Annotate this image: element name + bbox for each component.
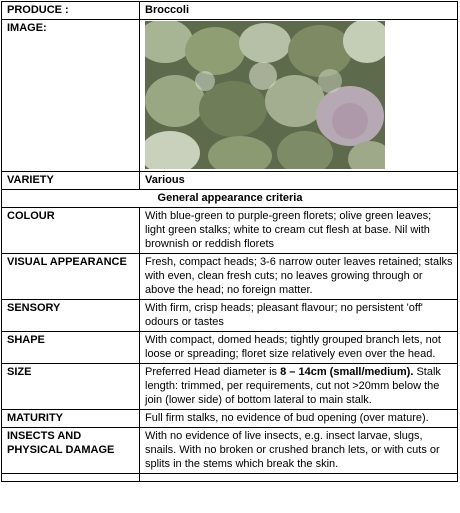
produce-label: PRODUCE : [2, 2, 140, 20]
criteria-label: VISUAL APPEARANCE [2, 254, 140, 300]
size-text-suffix: Stalk length: trimmed, per requirements, cut not >20mm below the join (lower side) of bottom lateral to main stalk. [145, 366, 441, 406]
criteria-row-sensory [2, 300, 458, 332]
criteria-text: With compact, domed heads; tightly grouped branch lets, not loose or spreading; floret size relatively even over the head. [140, 332, 458, 364]
broccoli-photo [145, 21, 385, 169]
produce-spec-table [1, 1, 458, 482]
variety-value: Various [140, 172, 458, 190]
criteria-row-colour [2, 208, 458, 254]
criteria-label: SHAPE [2, 332, 140, 364]
criteria-row-insects-damage [2, 428, 458, 474]
section-heading: General appearance criteria [2, 190, 458, 208]
produce-value: Broccoli [140, 2, 458, 20]
criteria-text: Fresh, compact heads; 3-6 narrow outer leaves retained; stalks with even, clean fresh cuts; no leaves growing through or above the head; no foreign matter. [140, 254, 458, 300]
empty-cell [140, 474, 458, 482]
criteria-text: Full firm stalks, no evidence of bud opening (over mature). [140, 410, 458, 428]
image-cell [140, 20, 458, 172]
criteria-label: MATURITY [2, 410, 140, 428]
variety-label: VARIETY [2, 172, 140, 190]
variety-row [2, 172, 458, 190]
size-text-bold: 8 – 14cm (small/medium). [280, 366, 414, 378]
section-heading-row [2, 190, 458, 208]
image-row [2, 20, 458, 172]
criteria-row-size [2, 364, 458, 410]
image-label: IMAGE: [2, 20, 140, 172]
criteria-label: COLOUR [2, 208, 140, 254]
produce-row [2, 2, 458, 20]
criteria-text [140, 364, 458, 410]
criteria-row-visual-appearance [2, 254, 458, 300]
criteria-label: INSECTS AND PHYSICAL DAMAGE [2, 428, 140, 474]
empty-row [2, 474, 458, 482]
criteria-label: SENSORY [2, 300, 140, 332]
criteria-row-maturity [2, 410, 458, 428]
criteria-text: With blue-green to purple-green florets; olive green leaves; light green stalks; white to cream cut flesh at base. Nil with brownish or reddish florets [140, 208, 458, 254]
criteria-label: SIZE [2, 364, 140, 410]
empty-cell [2, 474, 140, 482]
criteria-text: With firm, crisp heads; pleasant flavour; no persistent 'off' odours or tastes [140, 300, 458, 332]
criteria-row-shape [2, 332, 458, 364]
size-text-prefix: Preferred Head diameter is [145, 366, 281, 378]
criteria-text: With no evidence of live insects, e.g. insect larvae, slugs, snails. With no broken or crushed branch lets, or with cuts or splits in the stems which break the skin. [140, 428, 458, 474]
